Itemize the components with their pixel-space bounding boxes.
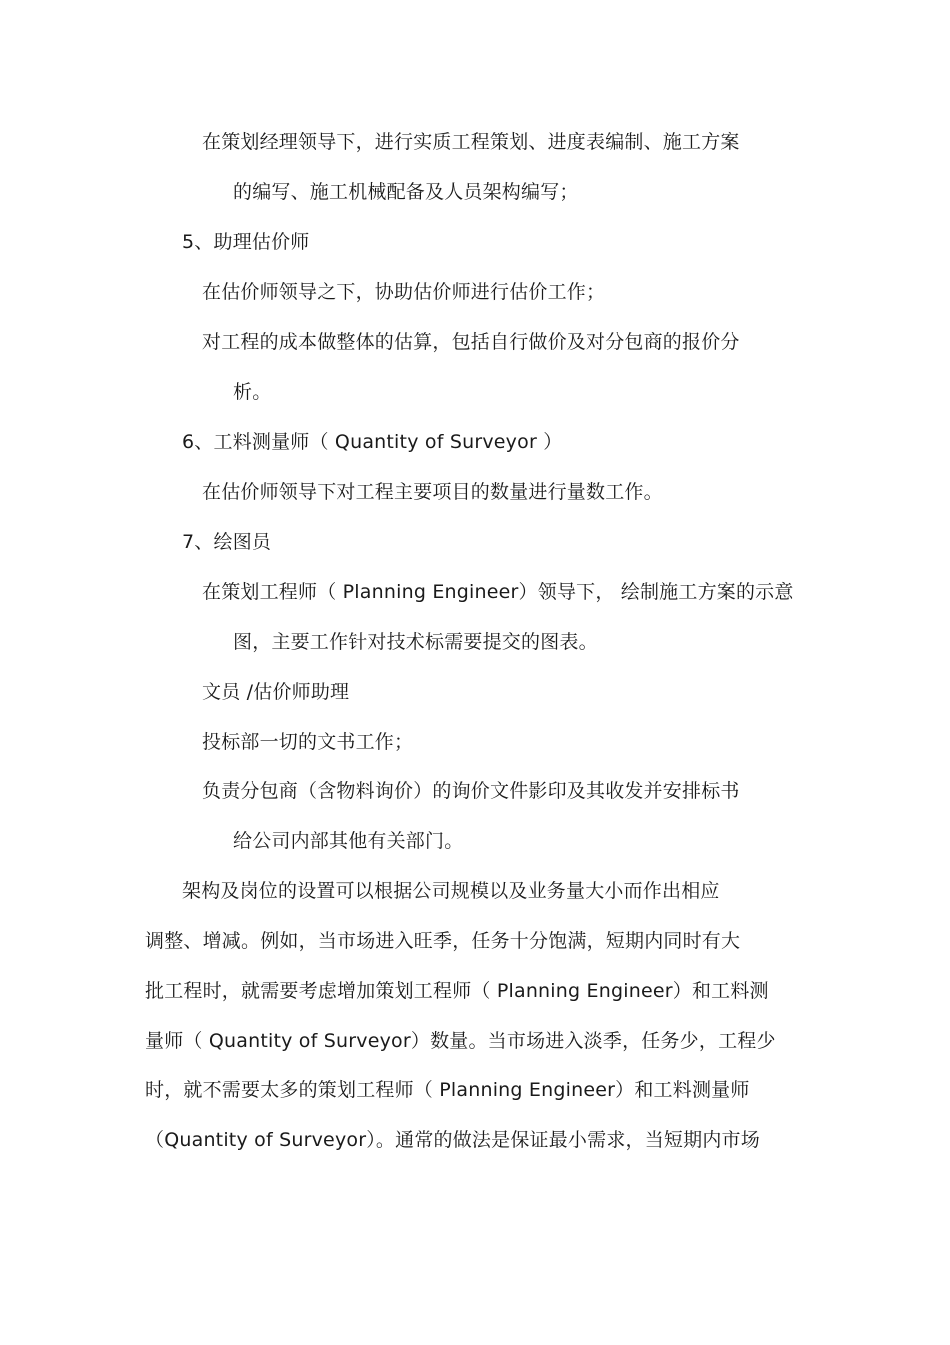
- section-heading-clerk: 文员 /估价师助理: [202, 681, 350, 703]
- text-line-13: 投标部一切的文书工作；: [202, 731, 414, 753]
- text-line-10: 在策划工程师（ Planning Engineer）领导下， 绘制施工方案的示意: [202, 581, 794, 603]
- section-heading-assistant-estimator: 5、助理估价师: [182, 231, 310, 253]
- paragraph-line-3: 批工程时，就需要考虑增加策划工程师（ Planning Engineer）和工料测: [145, 980, 769, 1002]
- text-line-11: 图，主要工作针对技术标需要提交的图表。: [233, 631, 598, 653]
- text-line-4: 在估价师领导之下，协助估价师进行估价工作；: [202, 281, 606, 303]
- paragraph-line-1: 架构及岗位的设置可以根据公司规模以及业务量大小而作出相应: [182, 880, 720, 902]
- text-line-15: 给公司内部其他有关部门。: [233, 830, 464, 852]
- text-line-5: 对工程的成本做整体的估算，包括自行做价及对分包商的报价分: [202, 331, 740, 353]
- text-line-8: 在估价师领导下对工程主要项目的数量进行量数工作。: [202, 481, 663, 503]
- section-heading-quantity-surveyor: 6、工料测量师（ Quantity of Surveyor ）: [182, 431, 563, 453]
- paragraph-line-6: （Quantity of Surveyor）。通常的做法是保证最小需求，当短期内市场: [145, 1129, 760, 1151]
- paragraph-line-4: 量师（ Quantity of Surveyor）数量。当市场进入淡季，任务少，工程少: [145, 1030, 776, 1052]
- section-heading-draftsman: 7、绘图员: [182, 531, 272, 553]
- paragraph-line-2: 调整、增减。例如，当市场进入旺季，任务十分饱满，短期内同时有大: [145, 930, 741, 952]
- paragraph-line-5: 时，就不需要太多的策划工程师（ Planning Engineer）和工料测量师: [145, 1079, 750, 1101]
- text-line-1: 在策划经理领导下，进行实质工程策划、进度表编制、施工方案: [202, 131, 740, 153]
- text-line-14: 负责分包商（含物料询价）的询价文件影印及其收发并安排标书: [202, 780, 740, 802]
- text-line-2: 的编写、施工机械配备及人员架构编写；: [233, 181, 579, 203]
- text-line-6: 析。: [233, 381, 272, 403]
